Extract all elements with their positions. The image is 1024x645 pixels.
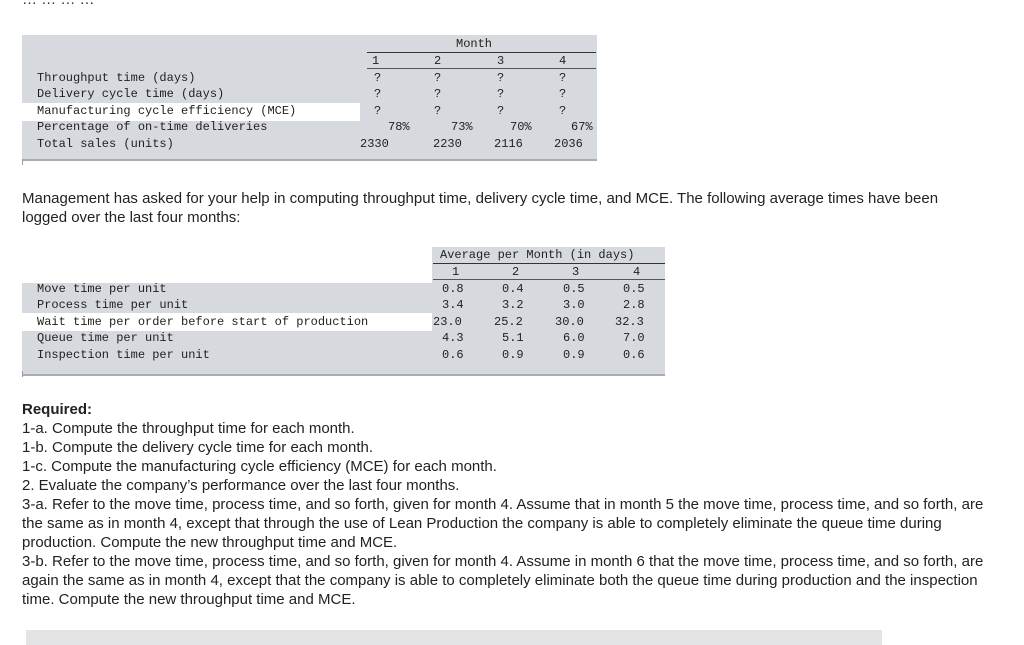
table-cell: ? — [497, 71, 505, 85]
row-label-delivery-cycle-time: Delivery cycle time (days) — [37, 87, 225, 101]
average-times-table — [22, 247, 665, 376]
table-cell: 67% — [571, 120, 593, 134]
table-cell: 0.8 — [442, 282, 464, 296]
row-label-total-sales: Total sales (units) — [37, 137, 174, 151]
table-cell: 0.6 — [442, 348, 464, 362]
table-cell: ? — [374, 104, 382, 118]
required-item: 3-a. Refer to the move time, process time, and so forth, given for month 4. Assume that in month 5 the move time, process time, and so forth, are the same as in month 4, except that through the use of Lean Production the company is able to completely eliminate the queue time during production. Compute the new throughput time and MCE. — [22, 496, 984, 551]
required-heading: Required: — [22, 401, 93, 418]
required-item: 2. Evaluate the company’s performance over the last four months. — [22, 477, 460, 494]
table-cell: ? — [497, 104, 505, 118]
table-cell: 3.2 — [502, 298, 524, 312]
table-cell: 2036 — [554, 137, 583, 151]
month-group-header: Month — [456, 37, 493, 51]
clipped-top-text — [22, 0, 95, 8]
table-cell: ? — [497, 87, 505, 101]
table-cell: ? — [559, 87, 567, 101]
table-cell: 0.9 — [502, 348, 524, 362]
col-header-month-2: 2 — [434, 54, 442, 68]
row-label-wait-time: Wait time per order before start of production — [37, 315, 369, 329]
table-cell: ? — [434, 71, 442, 85]
table-cell: ? — [374, 87, 382, 101]
table-cell: 73% — [451, 120, 473, 134]
col-header-month-3: 3 — [497, 54, 505, 68]
table-cell: 7.0 — [623, 331, 645, 345]
table-cell: 2330 — [360, 137, 389, 151]
col-header-month-2: 2 — [512, 265, 520, 279]
table-cell: ? — [559, 71, 567, 85]
row-label-inspection-time: Inspection time per unit — [37, 348, 210, 362]
bottom-scroll-bar — [26, 630, 882, 645]
avg-group-header: Average per Month (in days) — [440, 248, 635, 262]
col-header-month-4: 4 — [633, 265, 641, 279]
table-cell: 78% — [388, 120, 410, 134]
required-section — [22, 400, 997, 609]
table-cell: ? — [434, 104, 442, 118]
required-item: 3-b. Refer to the move time, process time, and so forth, given for month 4. Assume in month 6 that the move time, process time, and so forth, are again the same as in month 4, except that the company is able to completely eliminate both the queue time during production and the inspection time. Compute the new throughput time and MCE. — [22, 553, 984, 608]
table-cell: 4.3 — [442, 331, 464, 345]
header-rule — [367, 52, 596, 53]
intro-paragraph: Management has asked for your help in computing throughput time, delivery cycle time, and MCE. The following average times have been logged over the last four months: — [22, 190, 939, 226]
table-cell: 0.5 — [623, 282, 645, 296]
table-cell: 5.1 — [502, 331, 524, 345]
row-label-throughput-time: Throughput time (days) — [37, 71, 196, 85]
required-item: 1-c. Compute the manufacturing cycle efficiency (MCE) for each month. — [22, 458, 497, 475]
table-cell: 0.5 — [563, 282, 585, 296]
table-cell: 70% — [510, 120, 532, 134]
table-cell: 30.0 — [555, 315, 584, 329]
table-cell: 32.3 — [615, 315, 644, 329]
row-label-on-time-deliveries: Percentage of on-time deliveries — [37, 120, 268, 134]
table-cell: ? — [434, 87, 442, 101]
col-header-month-3: 3 — [572, 265, 580, 279]
performance-table — [22, 35, 597, 161]
table-edge-mark — [22, 371, 23, 377]
row-label-queue-time: Queue time per unit — [37, 331, 174, 345]
col-header-month-1: 1 — [372, 54, 380, 68]
table-cell: 6.0 — [563, 331, 585, 345]
table-cell: 3.0 — [563, 298, 585, 312]
table-cell: 23.0 — [433, 315, 462, 329]
table-cell: 0.9 — [563, 348, 585, 362]
table-cell: 2.8 — [623, 298, 645, 312]
subheader-rule — [433, 279, 665, 280]
subheader-rule — [367, 68, 596, 69]
col-header-month-1: 1 — [452, 265, 460, 279]
table-cell: 2230 — [433, 137, 462, 151]
row-label-mce: Manufacturing cycle efficiency (MCE) — [37, 104, 297, 118]
row-label-move-time: Move time per unit — [37, 282, 167, 296]
table-cell: ? — [559, 104, 567, 118]
row-label-process-time: Process time per unit — [37, 298, 189, 312]
table-cell: 0.6 — [623, 348, 645, 362]
table-cell: 0.4 — [502, 282, 524, 296]
table-cell: 3.4 — [442, 298, 464, 312]
required-item: 1-b. Compute the delivery cycle time for each month. — [22, 439, 373, 456]
header-rule — [433, 263, 665, 264]
table-cell: ? — [374, 71, 382, 85]
table-cell: 2116 — [494, 137, 523, 151]
table-cell: 25.2 — [494, 315, 523, 329]
header-blank-area — [22, 247, 432, 283]
col-header-month-4: 4 — [559, 54, 567, 68]
required-item: 1-a. Compute the throughput time for each month. — [22, 420, 355, 437]
table-edge-mark — [22, 159, 23, 165]
